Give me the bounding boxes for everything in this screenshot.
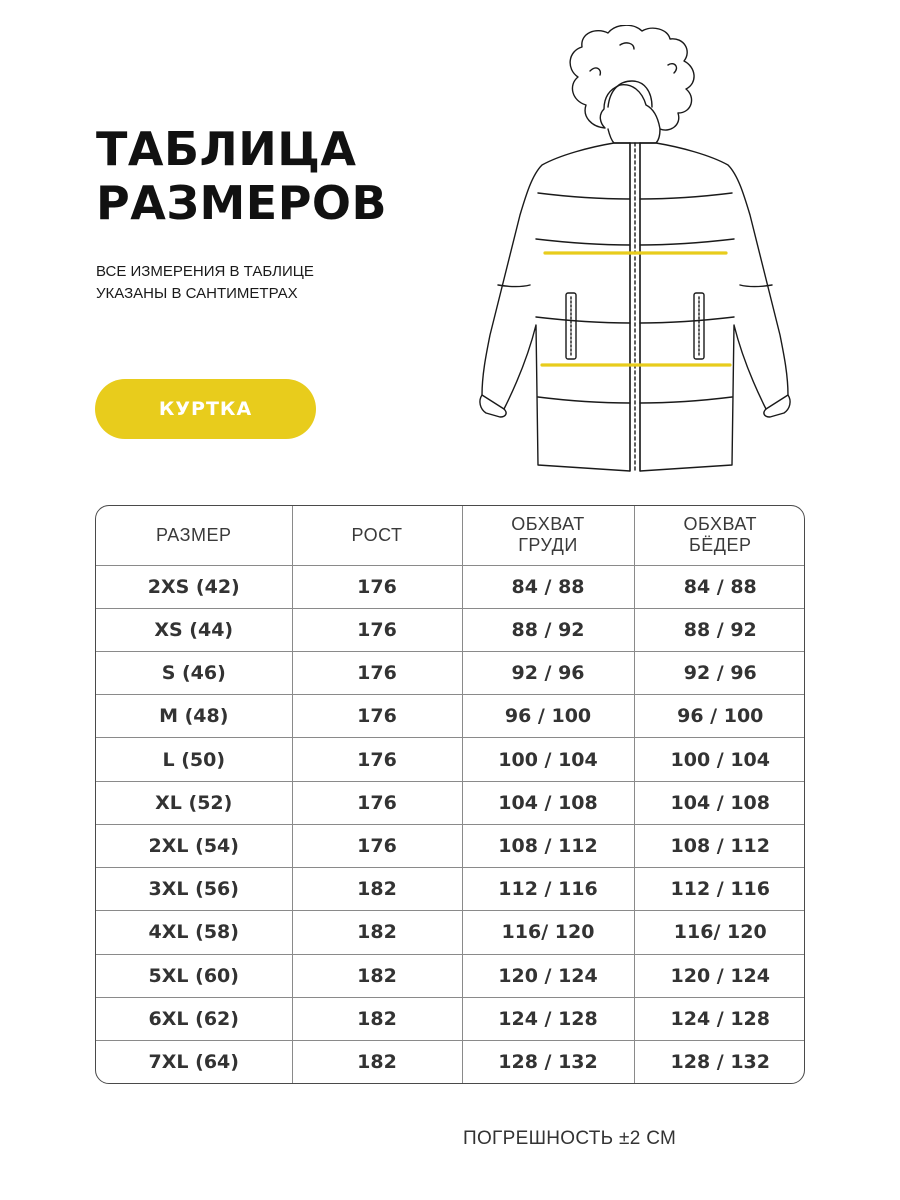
cell-height: 182	[292, 954, 462, 997]
cell-chest: 84 / 88	[462, 565, 634, 608]
page-title	[96, 122, 387, 230]
table-row	[96, 911, 805, 954]
cell-size: 3XL (56)	[96, 868, 292, 911]
jacket-body-outline	[482, 143, 630, 471]
cell-size: S (46)	[96, 651, 292, 694]
cell-height: 176	[292, 738, 462, 781]
cell-height: 176	[292, 608, 462, 651]
cell-hips: 120 / 124	[634, 954, 805, 997]
table-row	[96, 565, 805, 608]
table-row	[96, 781, 805, 824]
cell-size: 6XL (62)	[96, 997, 292, 1040]
cell-height: 176	[292, 695, 462, 738]
fur-hood-shape	[570, 25, 694, 130]
cell-size: L (50)	[96, 738, 292, 781]
cell-size: 4XL (58)	[96, 911, 292, 954]
measurement-note-line-1: ВСЕ ИЗМЕРЕНИЯ В ТАБЛИЦЕ	[96, 263, 314, 280]
cell-hips: 108 / 112	[634, 824, 805, 867]
title-line-1: ТАБЛИЦА	[96, 122, 357, 176]
cell-chest: 104 / 108	[462, 781, 634, 824]
cell-chest: 116/ 120	[462, 911, 634, 954]
cell-hips: 88 / 92	[634, 608, 805, 651]
table-row	[96, 651, 805, 694]
table-header-row	[96, 506, 805, 565]
cell-height: 182	[292, 997, 462, 1040]
cell-height: 176	[292, 781, 462, 824]
size-table	[95, 505, 805, 1084]
cell-size: 2XL (54)	[96, 824, 292, 867]
cell-hips: 124 / 128	[634, 997, 805, 1040]
cell-chest: 100 / 104	[462, 738, 634, 781]
table-row	[96, 738, 805, 781]
table-row	[96, 997, 805, 1040]
table-row	[96, 954, 805, 997]
cell-size: XL (52)	[96, 781, 292, 824]
cell-chest: 96 / 100	[462, 695, 634, 738]
cell-size: 2XS (42)	[96, 565, 292, 608]
table-row	[96, 824, 805, 867]
cell-height: 182	[292, 1041, 462, 1083]
measurement-note-line-2: УКАЗАНЫ В САНТИМЕТРАХ	[96, 285, 298, 302]
cell-size: XS (44)	[96, 608, 292, 651]
cell-hips: 128 / 132	[634, 1041, 805, 1083]
cell-hips: 92 / 96	[634, 651, 805, 694]
cell-size: 5XL (60)	[96, 954, 292, 997]
cell-height: 182	[292, 868, 462, 911]
cell-hips: 112 / 116	[634, 868, 805, 911]
cell-chest: 108 / 112	[462, 824, 634, 867]
cell-height: 176	[292, 824, 462, 867]
cell-chest: 128 / 132	[462, 1041, 634, 1083]
cell-chest: 112 / 116	[462, 868, 634, 911]
cell-hips: 116/ 120	[634, 911, 805, 954]
cell-hips: 84 / 88	[634, 565, 805, 608]
cell-chest: 124 / 128	[462, 997, 634, 1040]
category-badge: КУРТКА	[95, 379, 316, 439]
cell-chest: 88 / 92	[462, 608, 634, 651]
cell-chest: 92 / 96	[462, 651, 634, 694]
header-hips: ОБХВАТ БЁДЕР	[634, 506, 805, 565]
cell-height: 176	[292, 651, 462, 694]
cell-hips: 104 / 108	[634, 781, 805, 824]
header-size: РАЗМЕР	[96, 506, 292, 565]
table-row	[96, 695, 805, 738]
header-height: РОСТ	[292, 506, 462, 565]
cell-chest: 120 / 124	[462, 954, 634, 997]
cell-height: 182	[292, 911, 462, 954]
cell-size: 7XL (64)	[96, 1041, 292, 1083]
table-row	[96, 608, 805, 651]
measurement-note	[96, 261, 314, 305]
cell-size: M (48)	[96, 695, 292, 738]
cell-hips: 100 / 104	[634, 738, 805, 781]
cell-hips: 96 / 100	[634, 695, 805, 738]
table-row	[96, 1041, 805, 1083]
parka-jacket-icon	[470, 25, 800, 475]
cell-height: 176	[292, 565, 462, 608]
header-chest: ОБХВАТ ГРУДИ	[462, 506, 634, 565]
title-line-2: РАЗМЕРОВ	[96, 176, 388, 230]
table-row	[96, 868, 805, 911]
tolerance-note: ПОГРЕШНОСТЬ ±2 СМ	[463, 1128, 677, 1149]
